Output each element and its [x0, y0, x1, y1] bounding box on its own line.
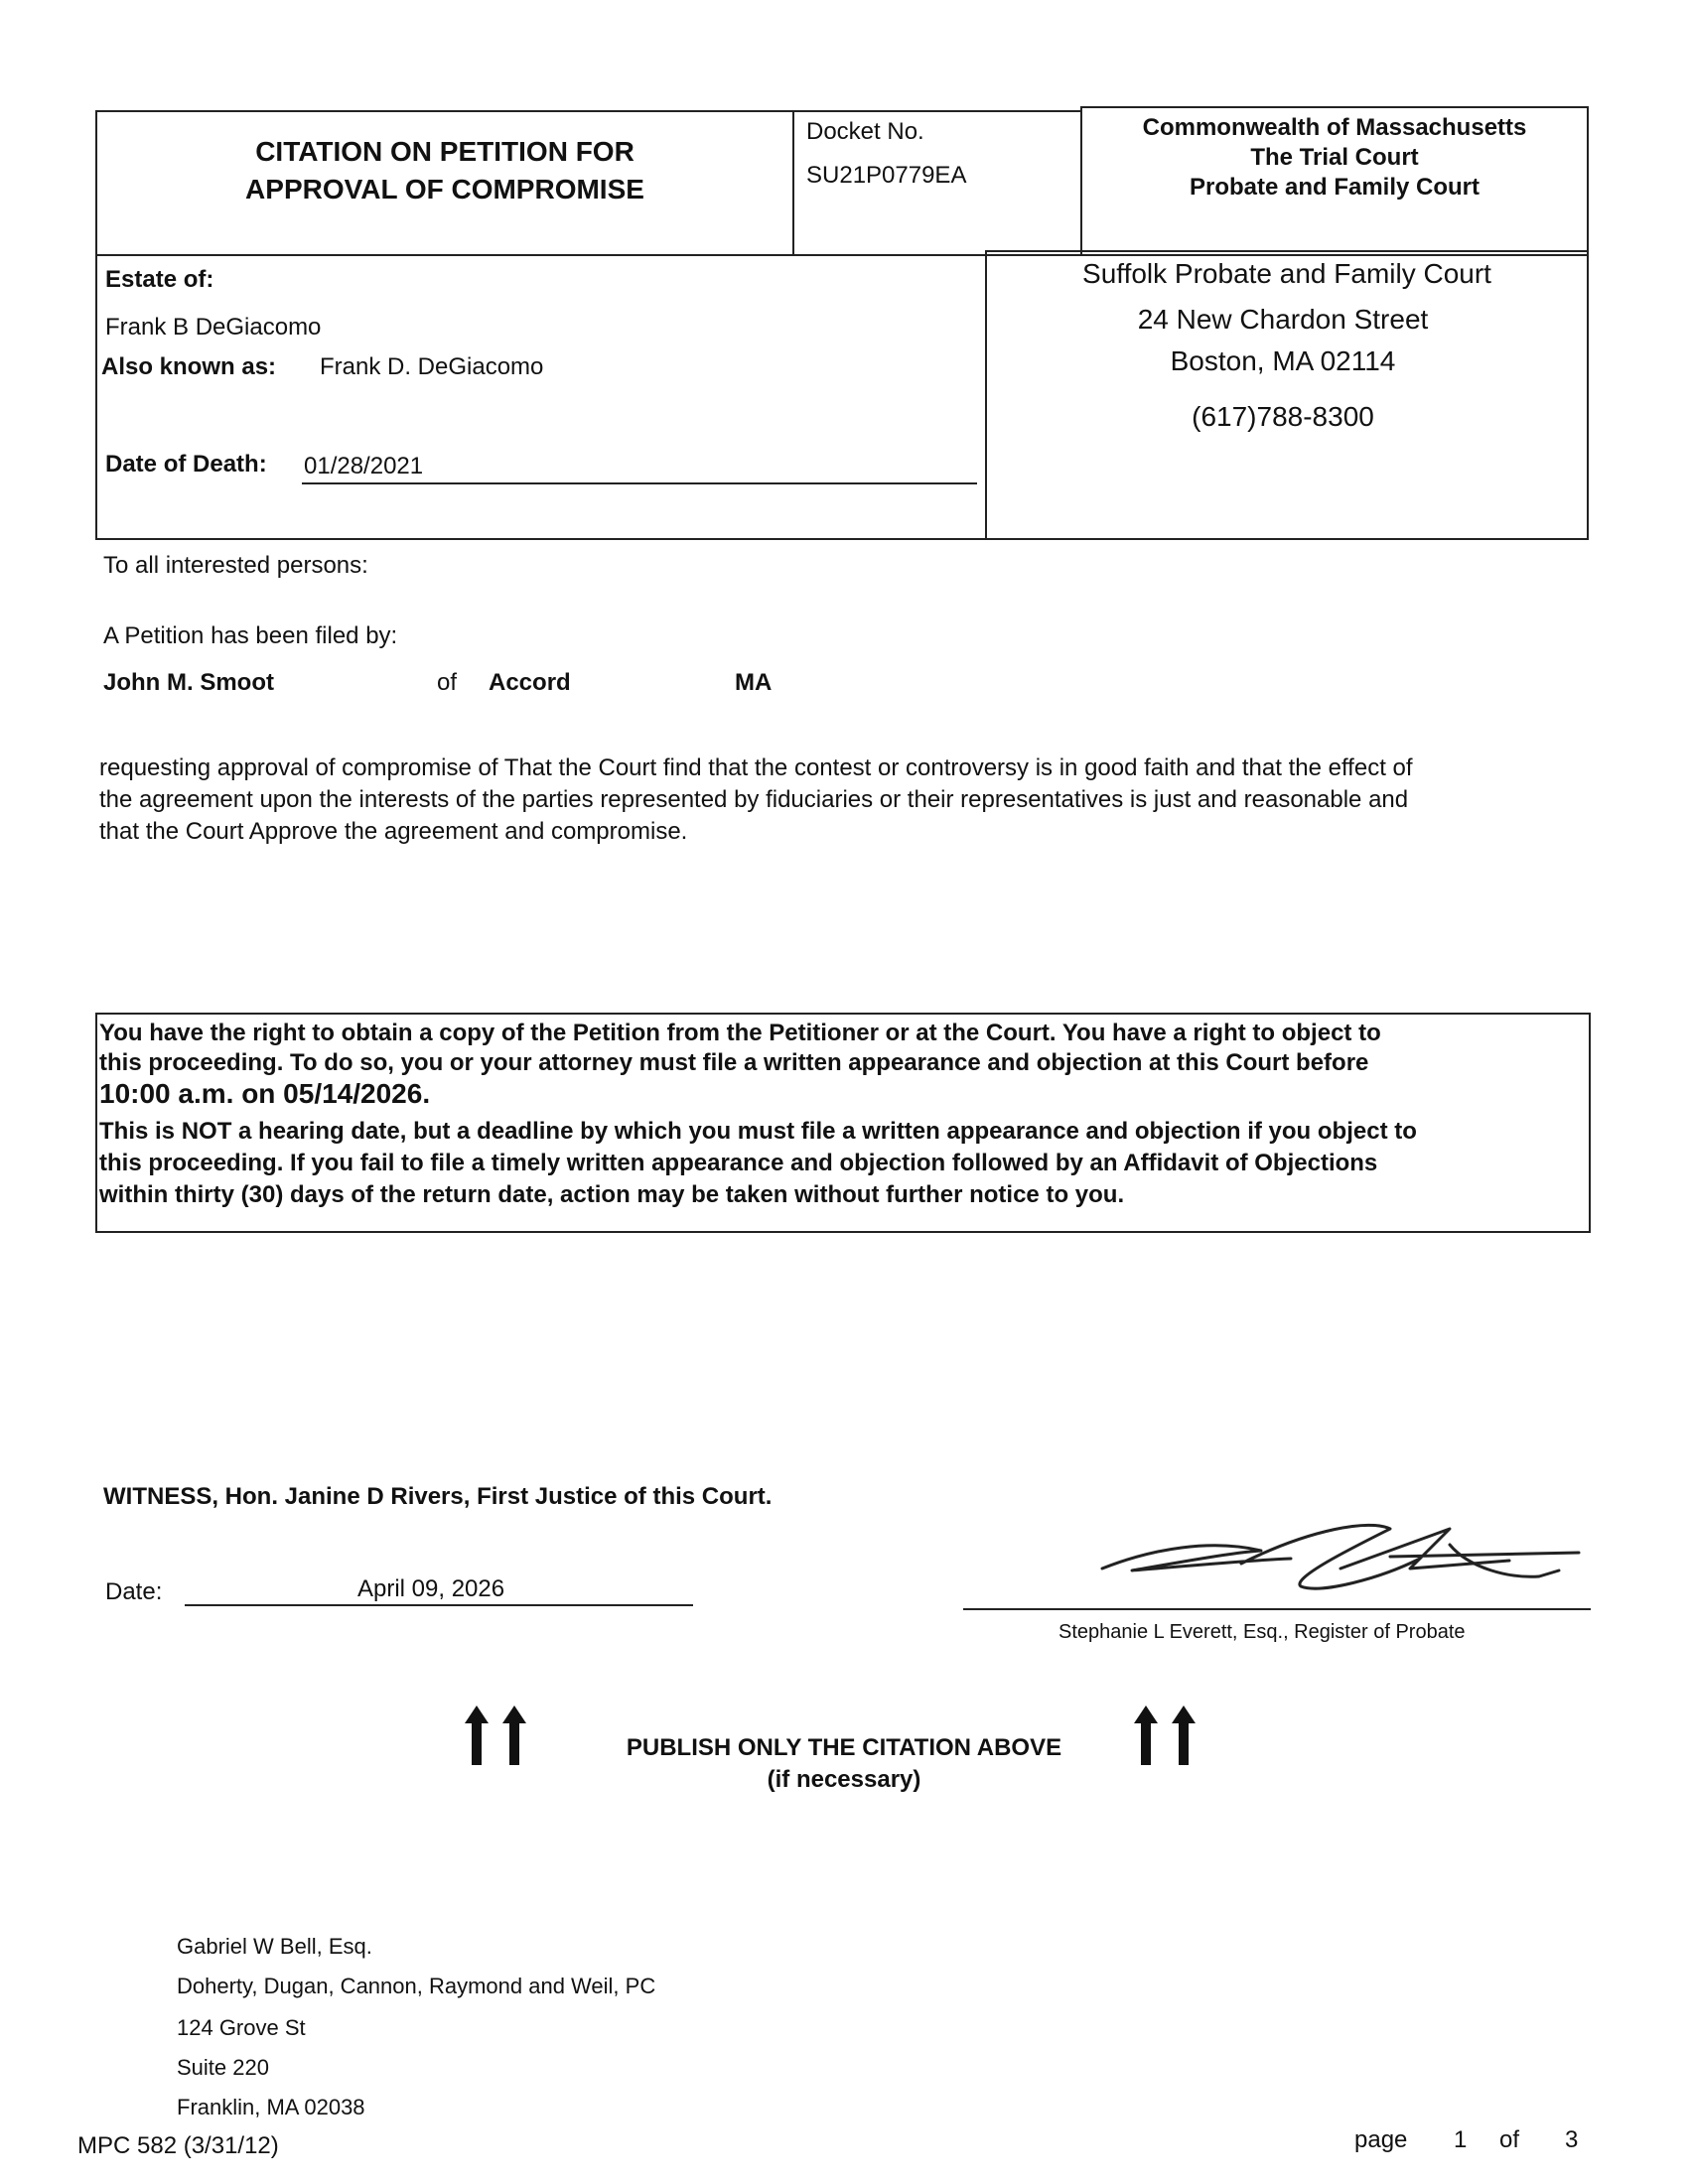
page-label: page — [1354, 2126, 1408, 2153]
attorney-firm: Doherty, Dugan, Cannon, Raymond and Weil, PC — [177, 1974, 656, 1998]
notice-deadline: 10:00 a.m. on 05/14/2026. — [99, 1078, 431, 1109]
request-line1: requesting approval of compromise of That the Court find that the contest or controversy is in good faith and that the effect of — [99, 754, 1413, 781]
notice-line6: within thirty (30) days of the return date, action may be taken without further notice to you. — [99, 1181, 1125, 1208]
page-of-label: of — [1499, 2126, 1520, 2153]
petitioner-of-label: of — [437, 669, 458, 696]
docket-label: Docket No. — [806, 118, 924, 145]
date-of-death-underline — [302, 482, 977, 484]
date-of-death-label: Date of Death: — [105, 451, 267, 478]
estate-box — [95, 254, 987, 540]
petitioner-city: Accord — [489, 669, 571, 696]
form-id: MPC 582 (3/31/12) — [77, 2132, 279, 2159]
notice-line5: this proceeding. If you fail to file a timely written appearance and objection followed by an Affidavit of Objections — [99, 1150, 1378, 1176]
court-address-box — [985, 250, 1589, 540]
double-up-arrow-icon — [463, 1706, 542, 1767]
request-line3: that the Court Approve the agreement and compromise. — [99, 818, 688, 845]
witness-statement: WITNESS, Hon. Janine D Rivers, First Justice of this Court. — [103, 1483, 773, 1510]
date-underline — [185, 1604, 693, 1606]
signature-line — [963, 1608, 1591, 1610]
date-value: April 09, 2026 — [357, 1575, 505, 1602]
date-of-death-value: 01/28/2021 — [304, 453, 424, 479]
salutation: To all interested persons: — [103, 552, 368, 579]
register-name: Stephanie L Everett, Esq., Register of Probate — [1058, 1621, 1466, 1643]
double-up-arrow-icon — [1132, 1706, 1211, 1767]
publish-notice-subtext: (if necessary) — [767, 1766, 921, 1793]
estate-label: Estate of: — [105, 266, 214, 293]
page-total: 3 — [1565, 2126, 1579, 2153]
court-address-street: 24 New Chardon Street — [1137, 304, 1429, 335]
notice-line2: this proceeding. To do so, you or your attorney must file a written appearance and objection at this Court before — [99, 1049, 1369, 1076]
petition-filed-by-label: A Petition has been filed by: — [103, 622, 398, 649]
register-signature — [1092, 1509, 1589, 1608]
court-address-name: Suffolk Probate and Family Court — [1082, 258, 1491, 289]
court-address-phone: (617)788-8300 — [1192, 401, 1374, 432]
petitioner-name: John M. Smoot — [103, 669, 274, 696]
aka-label: Also known as: — [101, 353, 277, 380]
notice-line4: This is NOT a hearing date, but a deadline by which you must file a written appearance and objection if you object to — [99, 1118, 1417, 1145]
citation-title-line1: CITATION ON PETITION FOR — [255, 136, 634, 167]
notice-line1: You have the right to obtain a copy of the Petition from the Petitioner or at the Court. You have a right to object to — [99, 1020, 1381, 1046]
request-line2: the agreement upon the interests of the parties represented by fiduciaries or their representatives is just and reasonable and — [99, 786, 1409, 813]
notice-box — [95, 1013, 1591, 1233]
court-line1: Commonwealth of Massachusetts — [1142, 114, 1527, 141]
attorney-name: Gabriel W Bell, Esq. — [177, 1934, 372, 1959]
docket-number: SU21P0779EA — [806, 162, 967, 189]
publish-notice: PUBLISH ONLY THE CITATION ABOVE — [626, 1734, 1062, 1761]
aka-name: Frank D. DeGiacomo — [320, 353, 544, 380]
court-line3: Probate and Family Court — [1189, 174, 1480, 201]
attorney-city: Franklin, MA 02038 — [177, 2095, 365, 2119]
docket-box — [792, 110, 1082, 256]
court-address-city: Boston, MA 02114 — [1170, 345, 1396, 376]
petitioner-state: MA — [735, 669, 773, 696]
page-current: 1 — [1454, 2126, 1468, 2153]
title-box — [95, 110, 794, 256]
attorney-street: 124 Grove St — [177, 2015, 306, 2040]
date-label: Date: — [105, 1578, 163, 1605]
estate-name: Frank B DeGiacomo — [105, 314, 322, 341]
court-header-box — [1080, 106, 1589, 256]
attorney-suite: Suite 220 — [177, 2055, 269, 2080]
citation-title-line2: APPROVAL OF COMPROMISE — [245, 174, 644, 205]
court-line2: The Trial Court — [1250, 144, 1419, 171]
